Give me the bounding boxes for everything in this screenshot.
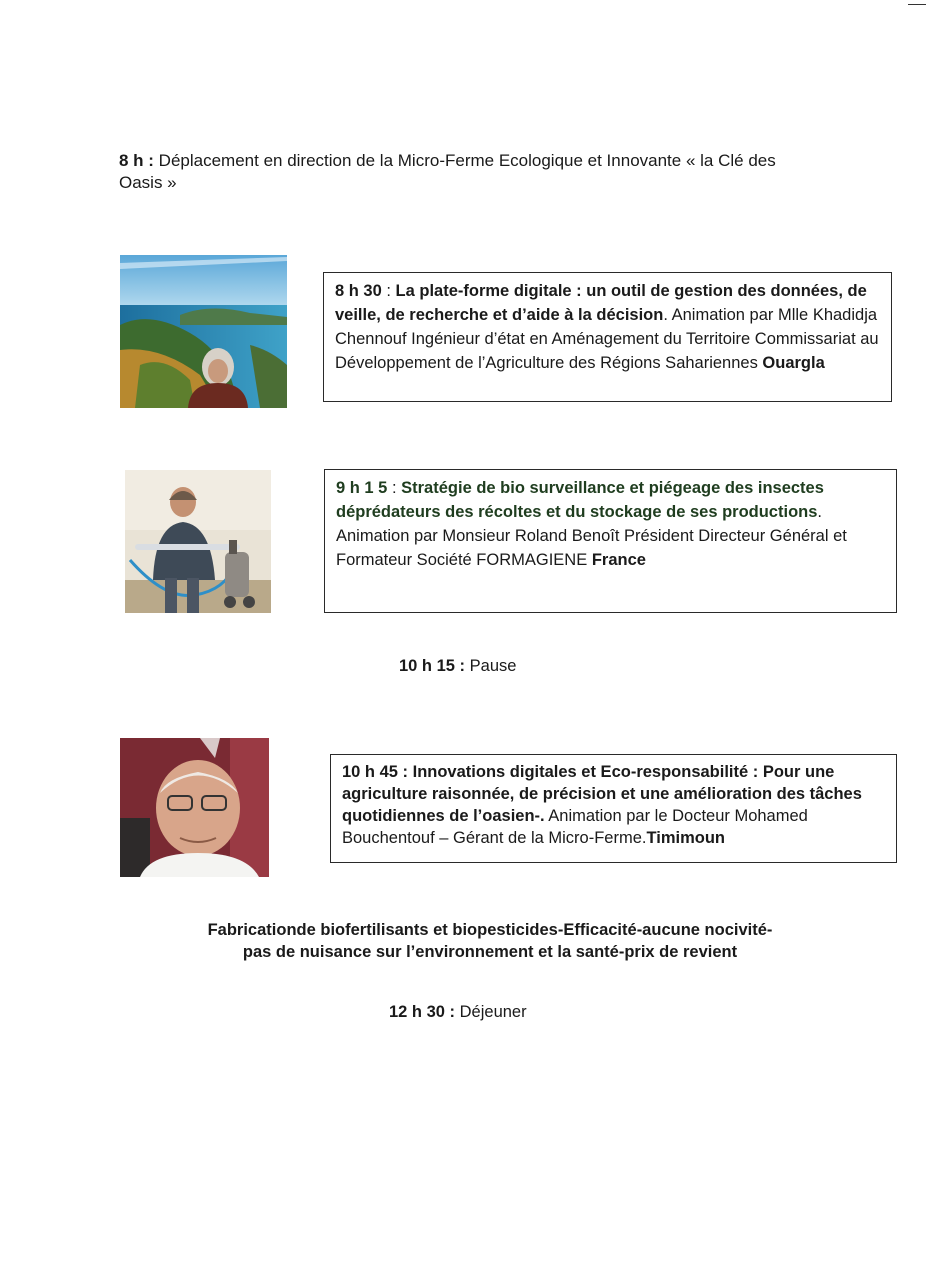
lunch-text: Déjeuner <box>455 1003 527 1021</box>
session-animator: Animation par Monsieur Roland Benoît Président Directeur Général et Formateur Société FORMAGIENE <box>336 527 847 569</box>
dot: . <box>817 503 822 521</box>
item-depart-time: 8 h : <box>119 151 154 170</box>
item-depart-text: Déplacement en direction de la Micro-Ferme Ecologique et Innovante « la Clé des Oasis » <box>119 151 776 192</box>
item-pause <box>399 655 516 677</box>
session-animator: Animation par le Docteur Mohamed Bouchentouf – Gérant de la Micro-Ferme. <box>342 807 808 847</box>
session-time: 8 h 30 <box>335 282 382 300</box>
session-title: La plate-forme digitale : un outil de gestion des données, de veille, de recherche et d’aide à la décision <box>335 282 867 324</box>
session-title: 10 h 45 : Innovations digitales et Eco-responsabilité : Pour une agriculture raisonnée, de précision et une amélioration des tâches quotidiennes de l’oasien-. <box>342 763 862 825</box>
sep: : <box>387 479 402 497</box>
session-box-biosurveillance <box>324 469 897 613</box>
fabrication-line-1: Fabricationde biofertilisants et biopesticides-Efficacité-aucune nocivité- <box>207 921 773 939</box>
session-box-plateforme <box>323 272 892 402</box>
speaker-photo-bouchentouf <box>120 738 269 877</box>
session-time: 9 h 1 5 <box>336 479 388 497</box>
item-lunch <box>389 1001 527 1023</box>
fabrication-note <box>140 919 840 963</box>
session-box-innovations <box>330 754 897 863</box>
scan-mark <box>908 4 926 5</box>
session-place: Timimoun <box>646 829 726 847</box>
sep: : <box>381 282 396 300</box>
pause-time: 10 h 15 : <box>399 657 466 675</box>
session-place: France <box>591 551 646 569</box>
pause-text: Pause <box>465 657 517 675</box>
speaker-photo-benoit <box>125 470 271 613</box>
speaker-photo-chennouf <box>120 255 287 408</box>
item-depart <box>119 150 809 194</box>
lunch-time: 12 h 30 : <box>389 1003 456 1021</box>
session-place: Ouargla <box>762 354 825 372</box>
fabrication-line-2: pas de nuisance sur l’environnement et la santé-prix de revient <box>242 943 738 961</box>
dot: . <box>663 306 668 324</box>
session-animator: Animation par Mlle Khadidja Chennouf Ingénieur d’état en Aménagement du Territoire Commissariat au Développement de l’Agriculture des Régions Sahariennes <box>335 306 879 372</box>
session-title: Stratégie de bio surveillance et piégeage des insectes déprédateurs des récoltes et du stockage de ses productions <box>336 479 824 521</box>
